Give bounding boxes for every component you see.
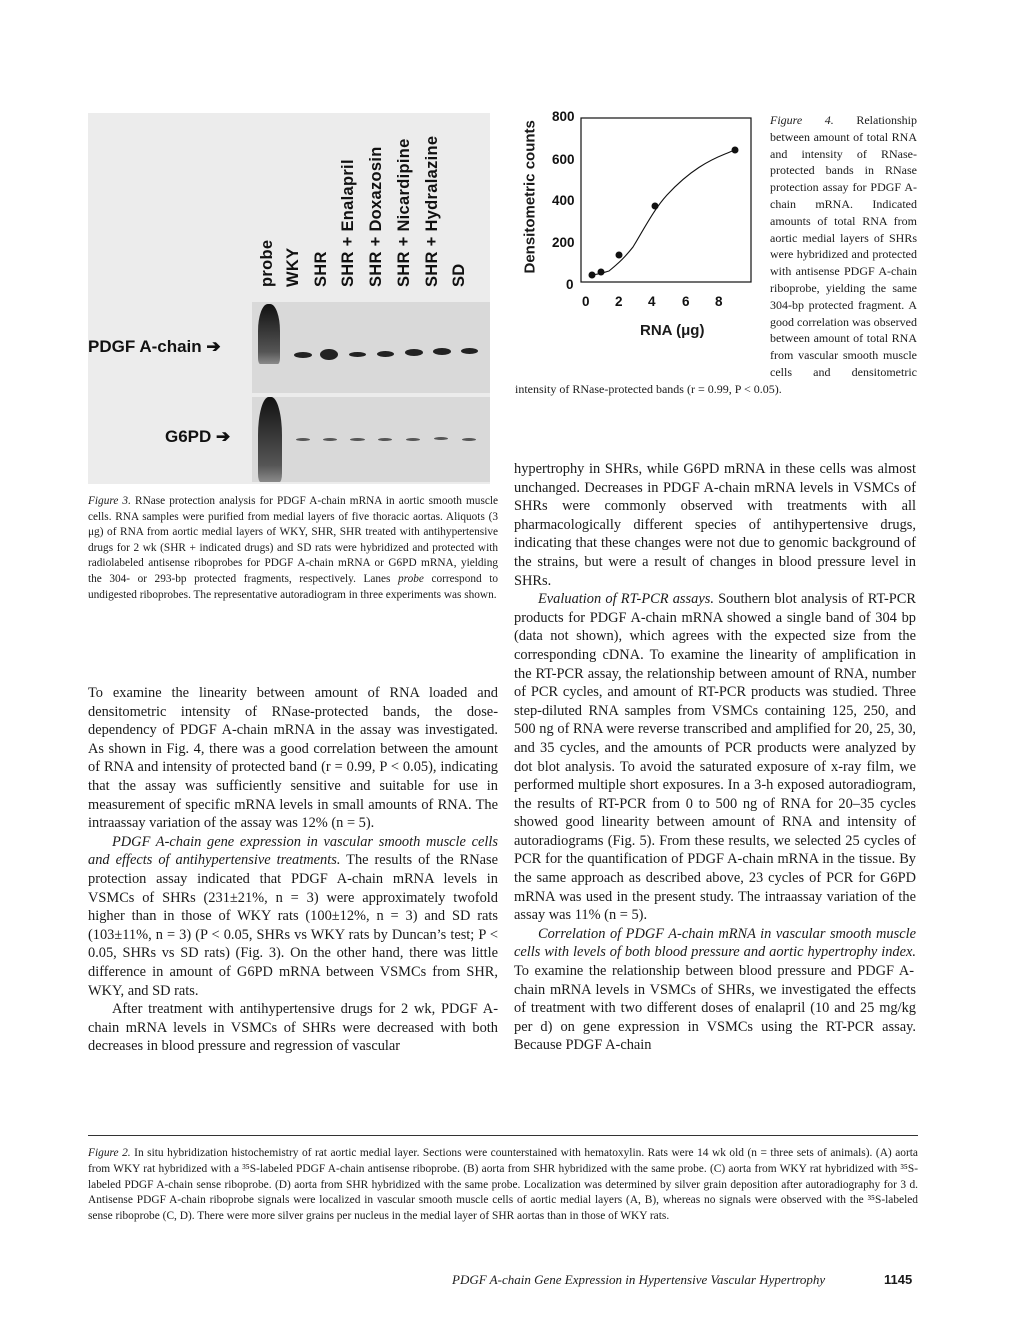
- row-label-pdgf: PDGF A-chain ➔: [88, 337, 221, 356]
- gel-g6pd-panel: [252, 397, 490, 482]
- right-column-text: [514, 460, 916, 1055]
- band-wky: [296, 438, 310, 441]
- band-shr-nicardipine: [406, 438, 420, 441]
- band-sd: [461, 348, 478, 354]
- lane-label-shr-nicardipine: SHR + Nicardipine: [395, 138, 413, 287]
- figure2-caption: Figure 2. In situ hybridization histochemistry of rat aortic medial layer. Sections were counterstained with hematoxylin. Rats were 14 wk old (n = three sets of animals). (A) aorta from WKY rat hybridized with a ³⁵S-labeled PDGF A-chain antisense riboprobe. (B) aorta from SHR hybridized with the same probe. (C) aorta from WKY rat hybridized with ³⁵S-labeled PDGF A-chain sense riboprobe. (D) aorta from SHR hybridized with the same probe. Localization was determined by silver grain deposition after autoradiography for 3 d. Antisense PDGF A-chain riboprobe signals were localized in vascular smooth muscle cells of aortic medial layers (A, B), whereas no signals were observed with the ³⁵S-labeled sense riboprobe (C, D). There were more silver grains per nucleus in the medial layer of SHR aortas than in those of WKY rats.: [88, 1147, 918, 1223]
- paragraph: To examine the linearity between amount of RNA loaded and densitometric intensity of RNase-protected bands, the dose-dependency of PDGF A-chain mRNA in the assay was investigated. As shown in Fig. 4, there was a good correlation between the amount of RNA and intensity of protected band (r = 0.99, P < 0.05), indicating that the assay was sufficiently sensitive and suitable for use in measurement of specific mRNA levels in small amounts of RNA. The intraassay variation of the assay was 12% (n = 5).: [88, 685, 498, 832]
- paragraph: Evaluation of RT-PCR assays. Southern blot analysis of RT-PCR products for PDGF A-chain mRNA showed a single band of 304 bp (data not shown), which agrees with the expected size from the corresponding cDNA. To examine the linearity of amplification in the RT-PCR assay, the relationship between amount of RNA, number of PCR cycles, and amount of RT-PCR products was studied. Three step-diluted RNA samples from VSMCs containing 125, 250, and 500 ng of RNA were reverse transcribed and amplified for 20, 25, 30, and 35 cycles, and the amounts of PCR products were analyzed by dot blot analysis. To avoid the saturated exposure of x-ray film, we performed multiple short exposures. In a 3-h exposed autoradiogram, the results of RT-PCR from 0 to 500 ng of RNA for 20–35 cycles showed good linearity between amount of RNA and intensity of autoradiograms (Fig. 5). From these results, we selected 25 cycles of PCR for the quantification of PDGF A-chain mRNA in the tissue. By the same approach as described above, 23 cycles of PCR for G6PD mRNA was used in the present study. The intraassay variation of the assay was 11% (n = 5).: [514, 591, 916, 924]
- lane-label-shr-hydralazine: SHR + Hydralazine: [423, 135, 441, 287]
- probe-lane-smear: [258, 397, 282, 482]
- band-shr-doxazosin: [378, 438, 392, 441]
- lane-label-sd: SD: [450, 263, 468, 287]
- paragraph: Correlation of PDGF A-chain mRNA in vascular smooth muscle cells with levels of both blood pressure and aortic hypertrophy index. To examine the relationship between blood pressure and PDGF A-chain mRNA levels in VSMCs of SHRs, we investigated the effects of treatment with two different doses of enalapril (10 and 25 mg/kg per d) on gene expression in VSMCs using the RT-PCR assay. Because PDGF A-chain: [514, 925, 916, 1054]
- band-shr-doxazosin: [377, 351, 394, 357]
- x-tick-0: 0: [582, 294, 590, 309]
- left-column-text: [88, 684, 498, 1056]
- band-shr-enalapril: [349, 352, 366, 357]
- paragraph: After treatment with antihypertensive drugs for 2 wk, PDGF A-chain mRNA levels in VSMCs of SHRs were decreased with both decreases in blood pressure and regression of vascular: [88, 1001, 498, 1055]
- figure4-caption: Figure 4. Relationship between amount of total RNA and intensity of RNase-protected bands in RNase protection assay for PDGF A-chain mRNA. Indicated amounts of total RNA from aortic medial layers of SHRs were hybridized and protected with antisense PDGF A-chain riboprobe, yielding the same 304-bp protected fragment. A good correlation was observed between amount of total RNA from vascular smooth muscle cells and densitometric intensity of RNase-protected bands (r = 0.99, P < 0.05).: [515, 113, 917, 396]
- row-label-g6pd: G6PD ➔: [165, 427, 231, 446]
- lane-label-wky: WKY: [284, 247, 302, 287]
- paragraph: hypertrophy in SHRs, while G6PD mRNA in these cells was almost unchanged. Decreases in PDGF A-chain mRNA levels in VSMCs of SHRs were commonly observed with treatments with all pharmacologically different species of antihypertensive drugs, indicating that these changes were not due to genomic background of the strains, but were a result of changes in blood pressure level in SHRs.: [514, 461, 916, 589]
- x-tick-4: 4: [648, 294, 656, 309]
- lane-label-shr-doxazosin: SHR + Doxazosin: [367, 146, 385, 287]
- x-tick-6: 6: [682, 294, 690, 309]
- lane-label-shr: SHR: [312, 251, 330, 287]
- band-wky: [294, 352, 312, 358]
- lane-label-shr-enalapril: SHR + Enalapril: [339, 159, 357, 287]
- arrow-right-icon: ➔: [206, 337, 221, 356]
- gel-pdgf-panel: [252, 302, 490, 393]
- y-tick-0: 0: [566, 277, 574, 292]
- chart-x-axis-label: RNA (μg): [640, 322, 705, 339]
- band-shr-hydralazine: [434, 437, 448, 440]
- chart-y-axis-label: Densitometric counts: [521, 120, 539, 274]
- probe-lane-smear: [258, 304, 280, 364]
- y-tick-200: 200: [552, 235, 575, 250]
- figure3-caption: Figure 3. RNase protection analysis for PDGF A-chain mRNA in aortic smooth muscle cells. RNA samples were purified from medial layers of five thoracic aortas. Aliquots (3 μg) of RNA from aortic medial layers of WKY, SHR, SHR treated with antihypertensive drugs for 2 wk (SHR + indicated drugs) and SD rats were hybridized and protected with radiolabeled antisense riboprobes for PDGF A-chain mRNA or G6PD mRNA, yielding the 304- or 293-bp protected fragments, respectively. Lanes probe correspond to undigested riboprobes. The representative autoradiogram in three experiments was shown.: [88, 495, 499, 601]
- section-heading: PDGF A-chain gene expression in vascular smooth muscle cells and effects of antihypertensive treatments.: [88, 833, 498, 869]
- band-shr-hydralazine: [433, 348, 451, 355]
- band-shr-nicardipine: [405, 349, 423, 356]
- arrow-right-icon: ➔: [216, 427, 231, 446]
- paragraph: PDGF A-chain gene expression in vascular smooth muscle cells and effects of antihypertensive treatments. The results of the RNase protection assay indicated that PDGF A-chain mRNA levels in VSMCs of SHRs (231±21%, n = 3) were approximately twofold higher than in those of WKY rats (100±12%, n = 3) and SD rats (103±11%, n = 3) (P < 0.05, SHRs vs WKY rats by Duncan’s test; P < 0.05, SHRs vs SD rats) (Fig. 3). On the other hand, there was little difference in amount of G6PD mRNA between VSMCs from SHR, WKY, and SD rats.: [88, 833, 498, 999]
- running-head: PDGF A-chain Gene Expression in Hypertensive Vascular Hypertrophy: [452, 1272, 826, 1287]
- page-number: 1145: [884, 1272, 913, 1287]
- band-shr-enalapril: [350, 438, 365, 441]
- band-shr: [320, 349, 338, 360]
- y-tick-400: 400: [552, 193, 575, 208]
- section-heading: Evaluation of RT-PCR assays.: [538, 591, 714, 608]
- y-tick-600: 600: [552, 152, 575, 167]
- lane-label-probe: probe: [258, 239, 276, 287]
- band-sd: [462, 438, 476, 441]
- y-tick-800: 800: [552, 109, 575, 124]
- divider-rule: [88, 1135, 918, 1136]
- x-tick-2: 2: [615, 294, 623, 309]
- x-tick-8: 8: [715, 294, 723, 309]
- section-heading: Correlation of PDGF A-chain mRNA in vascular smooth muscle cells with levels of both blood pressure and aortic hypertrophy index.: [514, 925, 916, 961]
- band-shr: [323, 438, 337, 441]
